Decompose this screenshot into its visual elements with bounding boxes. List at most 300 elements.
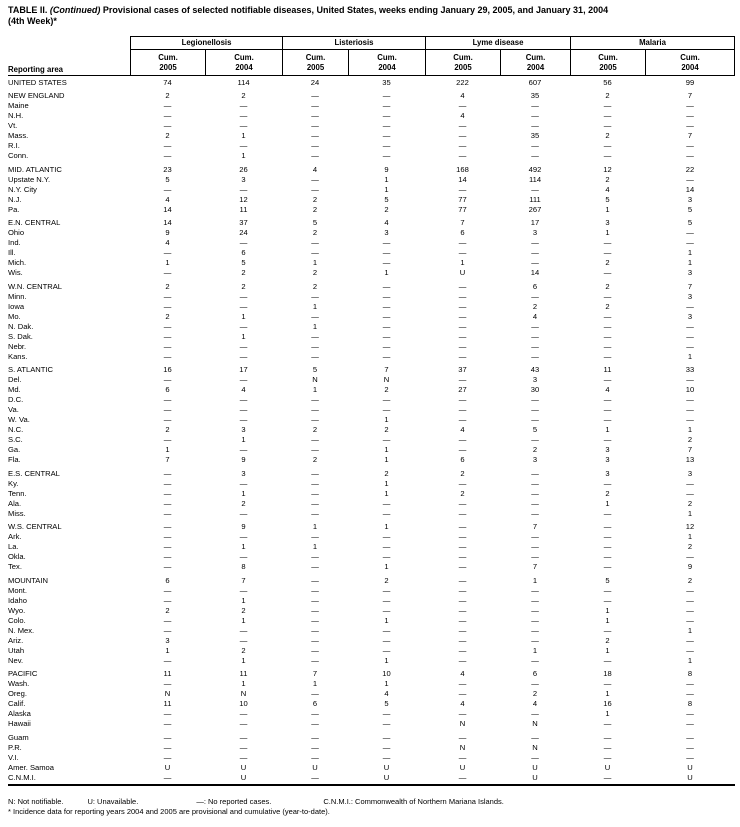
reporting-area-cell: R.I. <box>8 141 20 150</box>
value-cell: — <box>311 532 319 541</box>
table-row <box>8 268 735 278</box>
value-cell: 1 <box>460 258 465 267</box>
value-cell: 2 <box>605 281 610 291</box>
value-cell: — <box>458 435 467 444</box>
table-section <box>8 91 735 161</box>
value-cell: — <box>163 151 172 160</box>
value-cell: — <box>458 689 467 698</box>
reporting-area-cell: Guam <box>8 732 29 742</box>
table-section <box>8 365 735 465</box>
value-cell: — <box>603 552 612 561</box>
reporting-area-cell: Del. <box>8 375 22 384</box>
reporting-area-cell: Md. <box>8 385 21 394</box>
value-cell: 2 <box>687 498 693 508</box>
value-cell: — <box>686 174 694 184</box>
reporting-area-cell: Alaska <box>8 709 31 718</box>
value-cell: — <box>311 331 319 341</box>
value-cell: — <box>531 395 539 404</box>
value-cell: U <box>604 762 611 772</box>
value-cell: — <box>239 445 248 454</box>
value-cell: — <box>531 542 539 551</box>
value-cell: 3 <box>241 425 246 434</box>
table-row <box>8 455 735 465</box>
value-cell: 3 <box>605 445 610 454</box>
value-cell: — <box>458 679 467 688</box>
value-cell: N <box>459 742 466 752</box>
value-cell: — <box>531 732 539 742</box>
value-cell: — <box>239 415 248 424</box>
value-cell: 114 <box>528 174 542 184</box>
value-cell: 3 <box>687 291 693 301</box>
value-cell: — <box>531 141 539 150</box>
table-row <box>8 435 735 445</box>
value-cell: 1 <box>241 151 246 160</box>
value-cell: 1 <box>241 615 246 625</box>
value-cell: — <box>531 625 539 635</box>
table-section <box>8 165 735 215</box>
table-row <box>8 131 735 141</box>
value-cell: 2 <box>384 425 389 434</box>
value-cell: 1 <box>241 679 246 688</box>
table-section <box>8 576 735 666</box>
value-cell: — <box>531 405 539 414</box>
value-cell: — <box>531 351 539 361</box>
reporting-area-cell: Va. <box>8 405 19 414</box>
value-cell: 12 <box>603 164 612 174</box>
reporting-area-cell: Calif. <box>8 699 26 708</box>
table-row <box>8 121 735 131</box>
table-row <box>8 111 735 121</box>
reporting-area-cell: P.R. <box>8 742 22 752</box>
reporting-area-cell: Fla. <box>8 455 21 464</box>
value-cell: 1 <box>384 522 389 531</box>
value-cell: — <box>311 625 319 635</box>
table-row <box>8 292 735 302</box>
value-cell: — <box>163 552 172 561</box>
table-row <box>8 218 735 228</box>
data-table <box>8 36 735 786</box>
value-cell: — <box>311 595 319 605</box>
value-cell: — <box>603 522 612 531</box>
value-cell: — <box>458 281 467 291</box>
table-title <box>8 5 736 27</box>
table-row <box>8 375 735 385</box>
reporting-area-cell: Ohio <box>8 228 25 237</box>
value-cell: 16 <box>603 699 612 708</box>
value-cell: — <box>239 625 248 635</box>
table-row <box>8 175 735 185</box>
value-cell: — <box>163 248 172 257</box>
value-cell: 5 <box>312 365 318 374</box>
value-cell: 1 <box>165 645 170 655</box>
value-cell: — <box>311 151 319 160</box>
value-cell: N <box>532 742 538 752</box>
value-cell: — <box>239 478 248 488</box>
value-cell: 23 <box>163 164 172 174</box>
table-row <box>8 445 735 455</box>
value-cell: 8 <box>687 669 693 678</box>
value-cell: U <box>687 772 693 782</box>
value-cell: 2 <box>460 488 465 498</box>
value-cell: — <box>311 291 319 301</box>
value-cell: — <box>603 111 612 120</box>
value-cell: — <box>458 351 467 361</box>
value-cell: 5 <box>605 194 610 204</box>
value-cell: 10 <box>382 669 391 678</box>
value-cell: 2 <box>384 468 389 478</box>
value-cell: 11 <box>163 699 172 708</box>
value-cell: — <box>458 625 467 635</box>
table-row <box>8 586 735 596</box>
value-cell: 1 <box>312 321 318 331</box>
value-cell: — <box>311 488 319 498</box>
value-cell: — <box>382 91 391 100</box>
value-cell: — <box>458 562 467 571</box>
table-row <box>8 562 735 572</box>
value-cell: 1 <box>241 655 246 665</box>
value-cell: 222 <box>456 77 469 87</box>
value-cell: — <box>686 679 694 688</box>
value-cell: 1 <box>605 605 610 615</box>
value-cell: 2 <box>312 228 318 237</box>
value-cell: 77 <box>458 194 467 204</box>
table-row <box>8 365 735 375</box>
reporting-area-cell: S. ATLANTIC <box>8 365 54 374</box>
value-cell: 12 <box>685 522 695 531</box>
value-cell: — <box>163 615 172 625</box>
value-cell: 1 <box>605 689 610 698</box>
reporting-area-cell: Ga. <box>8 445 21 454</box>
value-cell: — <box>531 341 539 351</box>
value-cell: — <box>382 151 391 160</box>
value-cell: — <box>603 101 612 110</box>
value-cell: — <box>163 121 172 130</box>
value-cell: — <box>603 585 612 595</box>
value-cell: — <box>603 595 612 605</box>
value-cell: 7 <box>532 562 538 571</box>
value-cell: — <box>686 635 694 645</box>
value-cell: 1 <box>384 488 389 498</box>
value-cell: — <box>311 742 319 752</box>
value-cell: — <box>458 248 467 257</box>
value-cell: 2 <box>532 689 538 698</box>
table-row <box>8 195 735 205</box>
value-cell: — <box>603 151 612 160</box>
value-cell: 2 <box>312 281 318 291</box>
value-cell: N <box>383 375 390 384</box>
value-cell: 5 <box>687 218 693 227</box>
value-cell: — <box>603 542 612 551</box>
table-row <box>8 312 735 322</box>
value-cell: — <box>163 331 172 341</box>
value-cell: — <box>239 395 248 404</box>
value-cell: — <box>163 522 172 531</box>
value-cell: 4 <box>605 184 610 194</box>
value-cell: — <box>382 101 391 110</box>
reporting-area-cell: D.C. <box>8 395 24 404</box>
value-cell: — <box>163 752 172 762</box>
value-cell: 6 <box>460 228 465 237</box>
value-cell: — <box>531 291 539 301</box>
value-cell: — <box>458 405 467 414</box>
value-cell: — <box>311 689 319 698</box>
table-title-text: Provisional cases of selected notifiable diseases, United States, weeks ending January 29, 2005, and January 31, 2004 <box>102 5 609 15</box>
value-cell: 11 <box>163 669 172 678</box>
value-cell: 6 <box>532 669 538 678</box>
value-cell: — <box>531 615 539 625</box>
value-cell: — <box>603 532 612 541</box>
value-cell: — <box>458 184 467 194</box>
value-cell: — <box>686 719 694 728</box>
reporting-area-cell: Tenn. <box>8 488 27 498</box>
value-cell: — <box>163 532 172 541</box>
value-cell: 2 <box>532 301 538 311</box>
value-cell: — <box>531 552 539 561</box>
group-header-legionellosis: Legionellosis <box>130 36 282 50</box>
value-cell: — <box>686 121 694 130</box>
value-cell: 1 <box>241 131 246 140</box>
value-cell: 4 <box>384 689 389 698</box>
reporting-area-cell: V.I. <box>8 752 19 762</box>
value-cell: — <box>603 405 612 414</box>
value-cell: — <box>239 532 248 541</box>
value-cell: 1 <box>532 575 538 585</box>
value-cell: 37 <box>458 365 467 374</box>
reporting-area-cell: N.H. <box>8 111 24 120</box>
value-cell: 1 <box>687 258 693 267</box>
value-cell: 1 <box>605 425 610 434</box>
value-cell: 33 <box>685 365 695 374</box>
value-cell: — <box>163 351 172 361</box>
value-cell: — <box>163 321 172 331</box>
table-row <box>8 322 735 332</box>
table-row <box>8 699 735 709</box>
value-cell: 13 <box>685 455 695 464</box>
value-cell: 3 <box>532 455 538 464</box>
value-cell: 1 <box>605 709 610 718</box>
value-cell: — <box>686 645 694 655</box>
reporting-area-cell: Mont. <box>8 585 27 595</box>
value-cell: 7 <box>312 669 318 678</box>
value-cell: 1 <box>605 498 610 508</box>
value-cell: — <box>163 111 172 120</box>
value-cell: — <box>686 151 694 160</box>
value-cell: 35 <box>382 77 391 87</box>
value-cell: — <box>686 752 694 762</box>
value-cell: 1 <box>312 258 318 267</box>
value-cell: — <box>531 498 539 508</box>
value-cell: 7 <box>687 91 693 100</box>
reporting-area-cell: S.C. <box>8 435 23 444</box>
value-cell: — <box>458 415 467 424</box>
value-cell: — <box>311 131 319 140</box>
value-cell: — <box>311 575 319 585</box>
value-cell: — <box>686 405 694 414</box>
value-cell: — <box>458 445 467 454</box>
table-row <box>8 532 735 542</box>
value-cell: 2 <box>241 281 246 291</box>
value-cell: — <box>239 752 248 762</box>
value-cell: 2 <box>241 605 246 615</box>
group-header-listeriosis: Listeriosis <box>282 36 425 50</box>
value-cell: — <box>239 732 248 742</box>
value-cell: — <box>311 752 319 762</box>
table-row <box>8 405 735 415</box>
value-cell: — <box>163 585 172 595</box>
table-row <box>8 576 735 586</box>
reporting-area-cell: Ariz. <box>8 635 24 645</box>
value-cell: — <box>458 645 467 655</box>
table-row <box>8 258 735 268</box>
value-cell: 10 <box>239 699 248 708</box>
value-cell: — <box>603 375 612 384</box>
column-header-cum-2004-5: Cum. 2004 <box>500 50 570 75</box>
value-cell: — <box>603 772 612 782</box>
value-cell: 2 <box>165 311 170 321</box>
value-cell: 1 <box>384 679 389 688</box>
reporting-area-cell: N.J. <box>8 194 22 204</box>
value-cell: 1 <box>384 655 389 665</box>
value-cell: 1 <box>687 425 693 434</box>
value-cell: 1 <box>312 542 318 551</box>
value-cell: 12 <box>239 194 248 204</box>
value-cell: — <box>382 238 391 247</box>
value-cell: 5 <box>532 425 538 434</box>
table-row <box>8 689 735 699</box>
value-cell: — <box>531 248 539 257</box>
value-cell: — <box>603 268 612 277</box>
value-cell: — <box>163 488 172 498</box>
value-cell: — <box>382 258 391 267</box>
value-cell: — <box>686 595 694 605</box>
value-cell: 1 <box>532 645 538 655</box>
value-cell: 9 <box>241 455 246 464</box>
value-cell: N <box>240 689 247 698</box>
value-cell: 2 <box>687 542 693 551</box>
value-cell: 7 <box>165 455 170 464</box>
value-cell: — <box>239 141 248 150</box>
reporting-area-header: Reporting area <box>8 65 64 74</box>
table-row <box>8 101 735 111</box>
reporting-area-cell: W.S. CENTRAL <box>8 522 62 531</box>
value-cell: — <box>163 268 172 277</box>
value-cell: — <box>531 121 539 130</box>
column-header-cum-2005-4: Cum. 2005 <box>425 50 500 75</box>
value-cell: — <box>382 635 391 645</box>
value-cell: — <box>311 562 319 571</box>
value-cell: 17 <box>530 218 540 227</box>
table-row <box>8 165 735 175</box>
value-cell: 35 <box>530 131 540 140</box>
value-cell: — <box>603 435 612 444</box>
value-cell: — <box>458 321 467 331</box>
table-row <box>8 302 735 312</box>
reporting-area-cell: Kans. <box>8 351 28 361</box>
value-cell: — <box>239 301 248 311</box>
value-cell: — <box>531 605 539 615</box>
value-cell: — <box>531 752 539 762</box>
value-cell: — <box>382 121 391 130</box>
footnotes <box>8 797 736 816</box>
table-row <box>8 151 735 161</box>
value-cell: — <box>311 351 319 361</box>
reporting-area-cell: Ky. <box>8 478 19 488</box>
reporting-area-cell: W. Va. <box>8 415 30 424</box>
value-cell: 30 <box>530 385 540 394</box>
value-cell: — <box>311 645 319 655</box>
value-cell: — <box>382 732 391 742</box>
value-cell: 2 <box>165 281 170 291</box>
value-cell: 4 <box>241 385 246 394</box>
value-cell: 4 <box>460 425 465 434</box>
value-cell: — <box>531 635 539 645</box>
value-cell: 9 <box>165 228 170 237</box>
value-cell: 7 <box>241 575 246 585</box>
value-cell: — <box>458 101 467 110</box>
value-cell: 7 <box>532 522 538 531</box>
value-cell: — <box>458 635 467 645</box>
value-cell: — <box>603 562 612 571</box>
table-row <box>8 282 735 292</box>
reporting-area-cell: S. Dak. <box>8 331 33 341</box>
reporting-area-cell: Colo. <box>8 615 26 625</box>
table-title-line1 <box>8 5 736 16</box>
value-cell: 2 <box>241 91 246 100</box>
value-cell: — <box>311 445 319 454</box>
reporting-area-cell: E.N. CENTRAL <box>8 218 61 227</box>
value-cell: 56 <box>603 77 612 87</box>
value-cell: N <box>459 719 466 728</box>
value-cell: 1 <box>165 258 170 267</box>
reporting-area-cell: Idaho <box>8 595 28 605</box>
reporting-area-cell: Tex. <box>8 562 22 571</box>
value-cell: 37 <box>239 218 248 227</box>
value-cell: 1 <box>384 445 389 454</box>
value-cell: 7 <box>687 131 693 140</box>
value-cell: 2 <box>312 268 318 277</box>
table-row <box>8 228 735 238</box>
value-cell: — <box>382 131 391 140</box>
value-cell: — <box>163 508 172 518</box>
disease-group-header-row <box>8 36 735 50</box>
reporting-area-cell: Oreg. <box>8 689 27 698</box>
reporting-area-cell: Upstate N.Y. <box>8 174 51 184</box>
reporting-area-cell: Ill. <box>8 248 16 257</box>
value-cell: — <box>531 184 539 194</box>
table-row <box>8 185 735 195</box>
value-cell: — <box>382 719 391 728</box>
value-cell: — <box>686 742 694 752</box>
reporting-area-cell: Minn. <box>8 291 27 301</box>
value-cell: — <box>458 341 467 351</box>
value-cell: — <box>686 228 694 237</box>
value-cell: 2 <box>241 498 246 508</box>
table-row <box>8 679 735 689</box>
table-section <box>8 218 735 278</box>
value-cell: 74 <box>163 77 172 87</box>
reporting-area-cell: N. Dak. <box>8 321 34 331</box>
value-cell: 168 <box>456 164 469 174</box>
value-cell: 16 <box>163 365 172 374</box>
table-row <box>8 636 735 646</box>
value-cell: — <box>163 341 172 351</box>
value-cell: — <box>458 605 467 615</box>
value-cell: 3 <box>687 268 693 277</box>
value-cell: U <box>459 762 466 772</box>
value-cell: — <box>311 605 319 615</box>
value-cell: — <box>458 141 467 150</box>
table-row <box>8 385 735 395</box>
